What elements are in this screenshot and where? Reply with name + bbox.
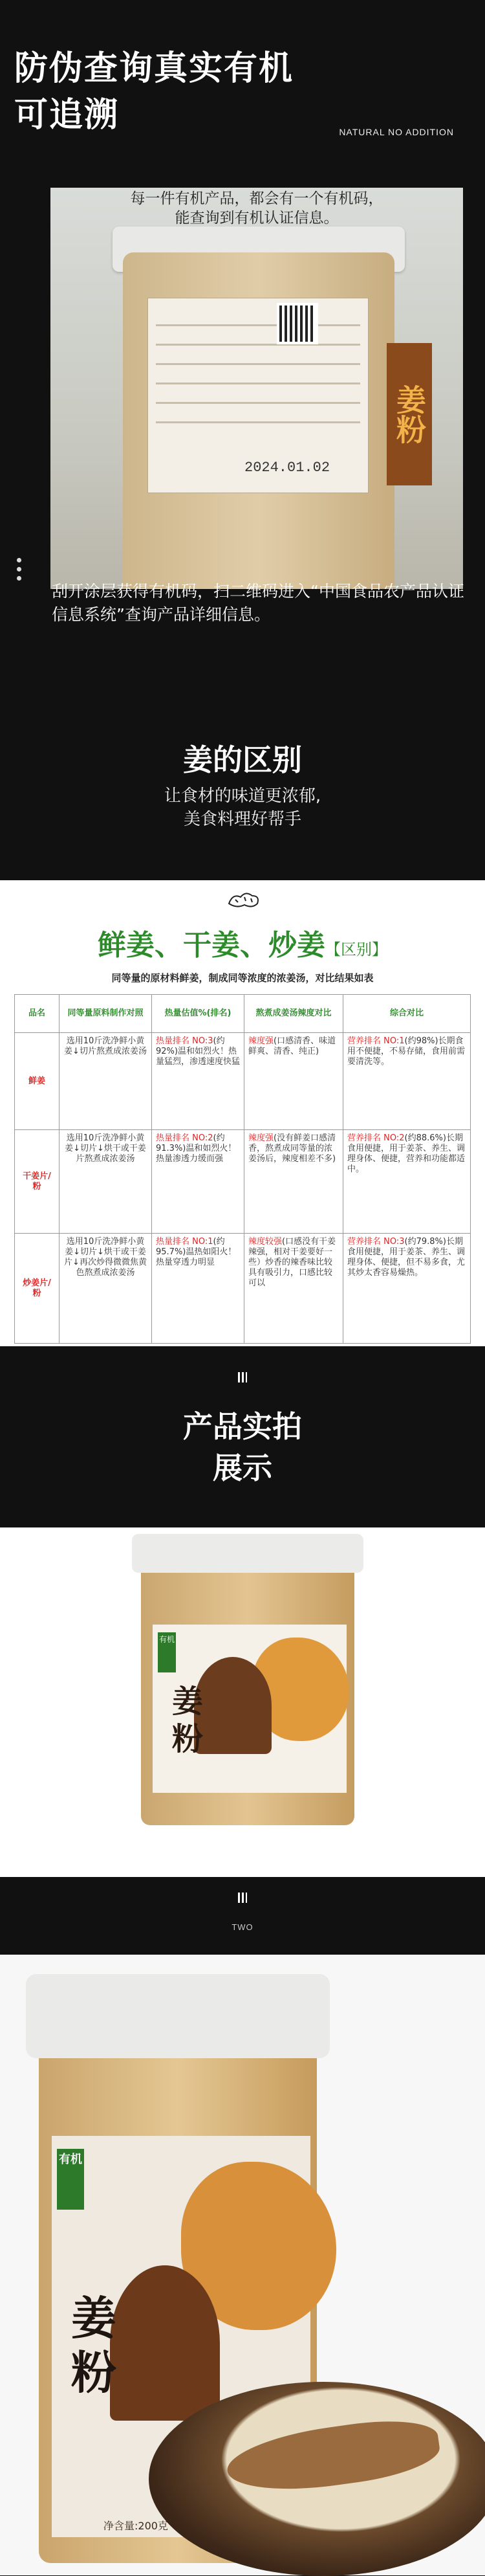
traceability-description: 刮开涂层获得有机码，扫二维码进入“中国食品农产品认证信息系统”查询产品详细信息。 bbox=[52, 582, 464, 624]
row-name: 炒姜片/粉 bbox=[15, 1234, 59, 1344]
row-spice bbox=[244, 1130, 343, 1234]
label-brand: 姜粉 bbox=[172, 1683, 204, 1757]
label-brand: 姜粉 bbox=[387, 343, 432, 485]
product-photo-two bbox=[0, 1955, 485, 2575]
heat-rank: 热量排名 NO:3 bbox=[156, 1036, 213, 1046]
dot-icon bbox=[17, 567, 21, 572]
row-heat bbox=[152, 1234, 244, 1344]
heat-rank: 热量排名 NO:2 bbox=[156, 1133, 213, 1143]
subtitle-line2: 美食料理好帮手 bbox=[183, 810, 301, 829]
spice-detail: (口感清香、味道鲜爽、清香、纯正) bbox=[248, 1036, 336, 1056]
row-spice bbox=[244, 1033, 343, 1130]
heat-detail: (约91.3%)温和如烈火！热量渗透力缓而强 bbox=[156, 1133, 237, 1164]
row-summary bbox=[343, 1130, 471, 1234]
photo-caption-line2: 能查询到有机认证信息。 bbox=[175, 210, 339, 227]
spice-rank: 辣度强 bbox=[248, 1133, 274, 1143]
subtitle-line1: 让食材的味道更浓郁, bbox=[164, 786, 321, 806]
row-summary bbox=[343, 1234, 471, 1344]
organic-logo: 有机 bbox=[158, 1632, 176, 1672]
heat-rank: 热量排名 NO:1 bbox=[156, 1237, 213, 1247]
spice-detail: (没有鲜姜口感清香，熬煮成同等量的浓姜汤后，辣度相差不多) bbox=[248, 1133, 336, 1164]
comparison-table bbox=[14, 994, 471, 1344]
spice-detail: (口感没有干姜辣强，相对干姜要好一些）炒香的辣香味比较具有吸引力，口感比较可以 bbox=[248, 1237, 336, 1288]
net-weight: 净含量:200克 bbox=[103, 2520, 168, 2532]
heat-detail: (约95.7%)温热如阳火！热量穿透力明显 bbox=[156, 1237, 237, 1267]
comparison-title bbox=[0, 922, 485, 963]
traceability-section bbox=[0, 0, 485, 699]
summary-detail: (约88.6%)长期食用便捷，用于姜茶、养生、调理身体、便捷，营养和功能都适中。 bbox=[347, 1133, 466, 1174]
table-header: 综合对比 bbox=[343, 995, 471, 1033]
table-row bbox=[15, 1234, 471, 1344]
bars-icon bbox=[237, 1891, 248, 1904]
section-subtitle bbox=[0, 784, 485, 831]
bars-icon bbox=[237, 1371, 248, 1384]
table-header-row bbox=[15, 995, 471, 1033]
comparison-title-tag: 【区别】 bbox=[325, 940, 387, 959]
section-title bbox=[0, 1406, 485, 1489]
row-process: 选用10斤洗净鲜小黄姜↓切片熬煮成浓姜汤 bbox=[59, 1033, 152, 1130]
heat-detail: (约92%)温和如烈火！热量猛烈，渗透速度快猛 bbox=[156, 1036, 241, 1067]
summary-detail: (约98%)长期食用不便捷，不易存储，食用前需要清洗等。 bbox=[347, 1036, 466, 1067]
row-name: 干姜片/粉 bbox=[15, 1130, 59, 1234]
product-label-photo bbox=[50, 188, 463, 589]
table-header: 熬煮成姜汤辣度对比 bbox=[244, 995, 343, 1033]
summary-rank: 营养排名 NO:3 bbox=[347, 1237, 405, 1247]
summary-detail: (约79.8%)长期食用便捷，用于姜茶、养生、调理身体、便捷，但不易多食，尤其炒太香容易燥热。 bbox=[347, 1237, 466, 1278]
comparison-title-main: 鲜姜、干姜、炒姜 bbox=[98, 929, 325, 962]
section-title-line2: 展示 bbox=[213, 1450, 272, 1485]
row-heat bbox=[152, 1033, 244, 1130]
organic-logo: 有机 bbox=[57, 2149, 84, 2210]
section-title: 姜的区别 bbox=[183, 742, 302, 777]
dot-icon bbox=[17, 558, 21, 562]
comparison-section bbox=[0, 880, 485, 1346]
row-heat bbox=[152, 1130, 244, 1234]
spice-rank: 辣度较强 bbox=[248, 1237, 283, 1247]
section-subtitle: NATURAL NO ADDITION bbox=[339, 127, 454, 137]
photo-divider bbox=[0, 1877, 485, 1955]
table-row bbox=[15, 1033, 471, 1130]
summary-rank: 营养排名 NO:2 bbox=[347, 1133, 405, 1143]
photo-caption bbox=[50, 188, 463, 228]
qr-code-icon bbox=[277, 303, 318, 344]
ginger-icon bbox=[226, 888, 261, 910]
section-title-line2: 可追溯 bbox=[14, 95, 120, 135]
divider-tag: TWO bbox=[232, 1922, 253, 1932]
row-name: 鲜姜 bbox=[15, 1033, 59, 1130]
jar-lid bbox=[26, 1974, 330, 2058]
comparison-subtitle: 同等量的原材料鲜姜，制成同等浓度的浓姜汤，对比结果如表 bbox=[111, 972, 374, 984]
label-date: 2024.01.02 bbox=[244, 460, 330, 476]
table-header: 同等量原料制作对照 bbox=[59, 995, 152, 1033]
product-photo-one bbox=[0, 1527, 485, 1877]
product-photos-header bbox=[0, 1346, 485, 1527]
spice-rank: 辣度强 bbox=[248, 1036, 274, 1046]
ginger-difference-header bbox=[0, 699, 485, 880]
table-header: 品名 bbox=[15, 995, 59, 1033]
dot-icon bbox=[17, 576, 21, 581]
table-header: 热量估值%(排名) bbox=[152, 995, 244, 1033]
photo-caption-line1: 每一件有机产品，都会有一个有机码， bbox=[130, 190, 383, 207]
row-summary bbox=[343, 1033, 471, 1130]
row-spice bbox=[244, 1234, 343, 1344]
section-title-line1: 产品实拍 bbox=[183, 1409, 302, 1444]
jar-lid bbox=[132, 1534, 363, 1573]
label-brand: 姜粉 bbox=[71, 2291, 116, 2399]
section-title-line1: 防伪查询真实有机 bbox=[14, 49, 294, 88]
section-title bbox=[14, 45, 294, 139]
row-process: 选用10斤洗净鲜小黄姜↓切片↓烘干或干姜片熬煮成浓姜汤 bbox=[59, 1130, 152, 1234]
summary-rank: 营养排名 NO:1 bbox=[347, 1036, 405, 1046]
table-row bbox=[15, 1130, 471, 1234]
row-process: 选用10斤洗净鲜小黄姜↓切片↓烘干或干姜片↓再次炒得微微焦黄色熬煮成浓姜汤 bbox=[59, 1234, 152, 1344]
